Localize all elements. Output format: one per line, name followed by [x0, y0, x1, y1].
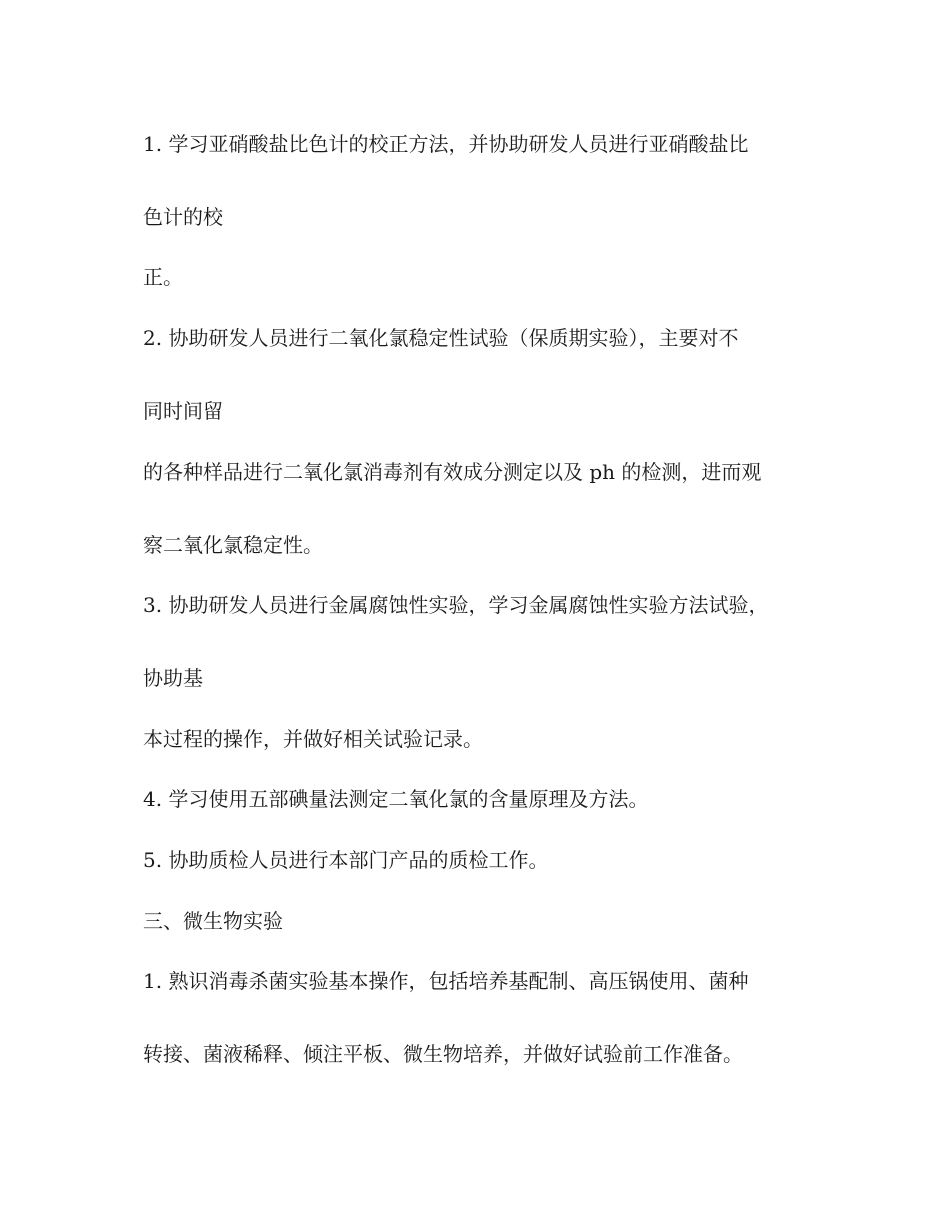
- text-line: 的各种样品进行二氧化氯消毒剂有效成分测定以及 ph 的检测，进而观: [143, 460, 762, 484]
- text-line: 同时间留: [143, 399, 223, 423]
- text-line: 1. 学习亚硝酸盐比色计的校正方法，并协助研发人员进行亚硝酸盐比: [143, 132, 749, 156]
- section-heading: 三、微生物实验: [143, 909, 283, 933]
- text-line: 转接、菌液稀释、倾注平板、微生物培养，并做好试验前工作准备。: [143, 1042, 743, 1066]
- text-line: 3. 协助研发人员进行金属腐蚀性实验，学习金属腐蚀性实验方法试验，: [143, 593, 769, 617]
- text-line: 协助基: [143, 666, 203, 690]
- text-line: 2. 协助研发人员进行二氧化氯稳定性试验（保质期实验），主要对不: [143, 326, 739, 350]
- text-line: 察二氧化氯稳定性。: [143, 533, 323, 557]
- text-line: 1. 熟识消毒杀菌实验基本操作，包括培养基配制、高压锅使用、菌种: [143, 969, 749, 993]
- text-line: 正。: [143, 265, 183, 289]
- text-line: 本过程的操作，并做好相关试验记录。: [143, 727, 483, 751]
- text-line: 5. 协助质检人员进行本部门产品的质检工作。: [143, 848, 549, 872]
- text-line: 色计的校: [143, 205, 223, 229]
- text-line: 4. 学习使用五部碘量法测定二氧化氯的含量原理及方法。: [143, 787, 649, 811]
